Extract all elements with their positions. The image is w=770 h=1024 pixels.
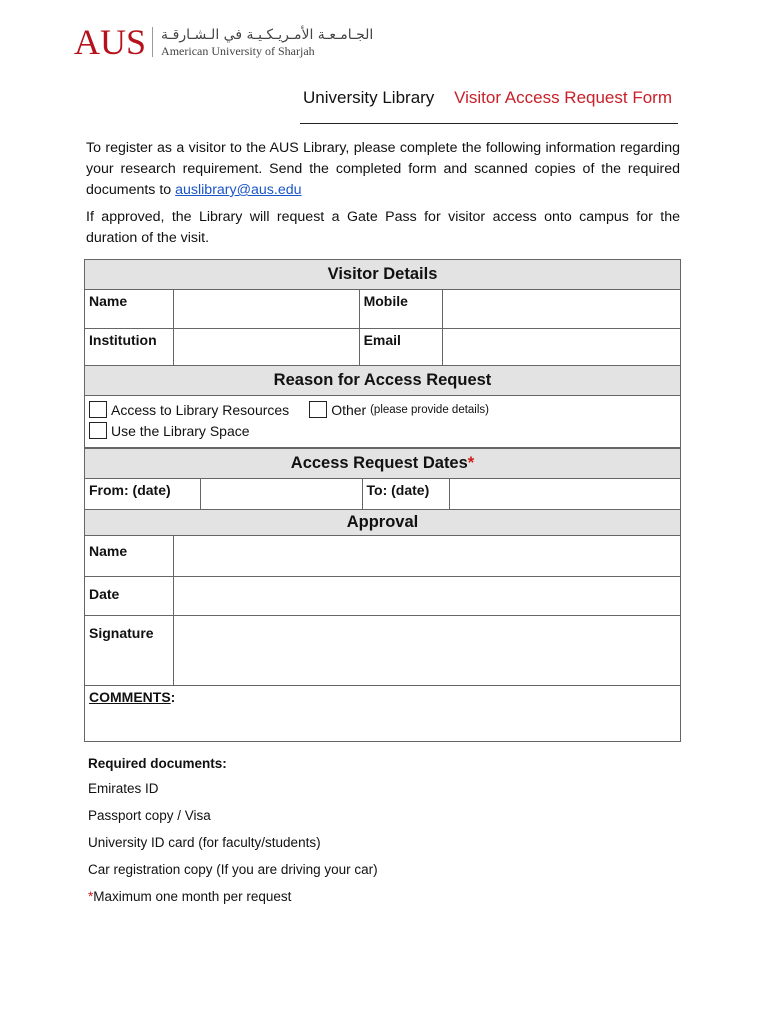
header-form-title: Visitor Access Request Form <box>454 88 672 107</box>
option-other[interactable] <box>309 401 489 418</box>
visitor-details-table <box>84 259 681 368</box>
required-doc-item: Car registration copy (If you are driving your car) <box>88 862 378 877</box>
checkbox-other[interactable] <box>309 401 327 418</box>
from-date-label: From: (date) <box>85 479 201 511</box>
required-star: * <box>467 454 475 472</box>
intro-paragraph-2: If approved, the Library will request a Gate Pass for visitor access onto campus for the duration of the visit. <box>86 209 680 246</box>
to-date-label: To: (date) <box>362 479 450 511</box>
access-dates-title: Access Request Dates <box>290 454 468 472</box>
option-library-space-label: Use the Library Space <box>111 422 250 439</box>
approval-name-label: Name <box>85 536 174 577</box>
access-dates-heading <box>85 449 681 479</box>
logo-mark: AUS <box>74 22 147 62</box>
required-doc-item: Emirates ID <box>88 781 159 796</box>
name-field[interactable] <box>173 290 359 329</box>
access-dates-table <box>84 448 681 511</box>
email-field[interactable] <box>443 329 681 368</box>
reason-heading: Reason for Access Request <box>85 366 681 396</box>
mobile-field[interactable] <box>443 290 681 329</box>
name-label: Name <box>85 290 174 329</box>
checkbox-library-space[interactable] <box>89 422 107 439</box>
signature-label: Signature <box>85 616 174 686</box>
logo-english-name: American University of Sharjah <box>161 43 315 58</box>
mobile-label: Mobile <box>359 290 443 329</box>
header-library-title: University Library <box>303 88 435 107</box>
max-duration-note <box>88 888 378 906</box>
logo-divider <box>152 27 153 57</box>
comments-colon: : <box>170 689 176 705</box>
comments-field[interactable] <box>85 686 681 742</box>
option-other-label: Other <box>331 401 367 418</box>
note-star: * <box>88 889 94 904</box>
library-email-link[interactable]: auslibrary@aus.edu <box>175 182 302 198</box>
approval-date-field[interactable] <box>173 577 680 616</box>
to-date-field[interactable] <box>450 479 681 511</box>
visitor-details-heading: Visitor Details <box>85 260 681 290</box>
from-date-field[interactable] <box>200 479 362 511</box>
reason-options <box>85 396 681 448</box>
email-label: Email <box>359 329 443 368</box>
max-duration-text: Maximum one month per request <box>93 889 292 904</box>
option-library-resources[interactable] <box>89 401 289 418</box>
aus-logo <box>74 22 373 62</box>
approval-date-label: Date <box>85 577 174 616</box>
approval-name-field[interactable] <box>173 536 680 577</box>
comments-label: COMMENTS <box>89 689 171 705</box>
required-documents <box>88 756 378 915</box>
approval-heading: Approval <box>85 510 681 536</box>
logo-text <box>161 28 373 57</box>
signature-field[interactable] <box>173 616 680 686</box>
intro-text: To register as a visitor to the AUS Library, please complete the following information regarding your research requirement. Send the completed form and scanned copies of the required documents to <box>86 140 680 198</box>
checkbox-library-resources[interactable] <box>89 401 107 418</box>
approval-table <box>84 509 681 742</box>
option-library-resources-label: Access to Library Resources <box>111 401 290 418</box>
required-doc-item: University ID card (for faculty/students) <box>88 835 321 850</box>
reason-table <box>84 365 681 448</box>
intro-paragraph-1 <box>86 138 680 201</box>
option-library-space[interactable] <box>89 422 250 439</box>
required-documents-title: Required documents: <box>88 756 227 771</box>
institution-label: Institution <box>85 329 174 368</box>
option-other-note: (please provide details) <box>370 403 489 416</box>
logo-arabic-name: الجـامـعـة الأمـريـكـيـة في الـشـارقـة <box>161 26 374 43</box>
institution-field[interactable] <box>173 329 359 368</box>
form-header <box>300 86 678 124</box>
required-doc-item: Passport copy / Visa <box>88 808 211 823</box>
